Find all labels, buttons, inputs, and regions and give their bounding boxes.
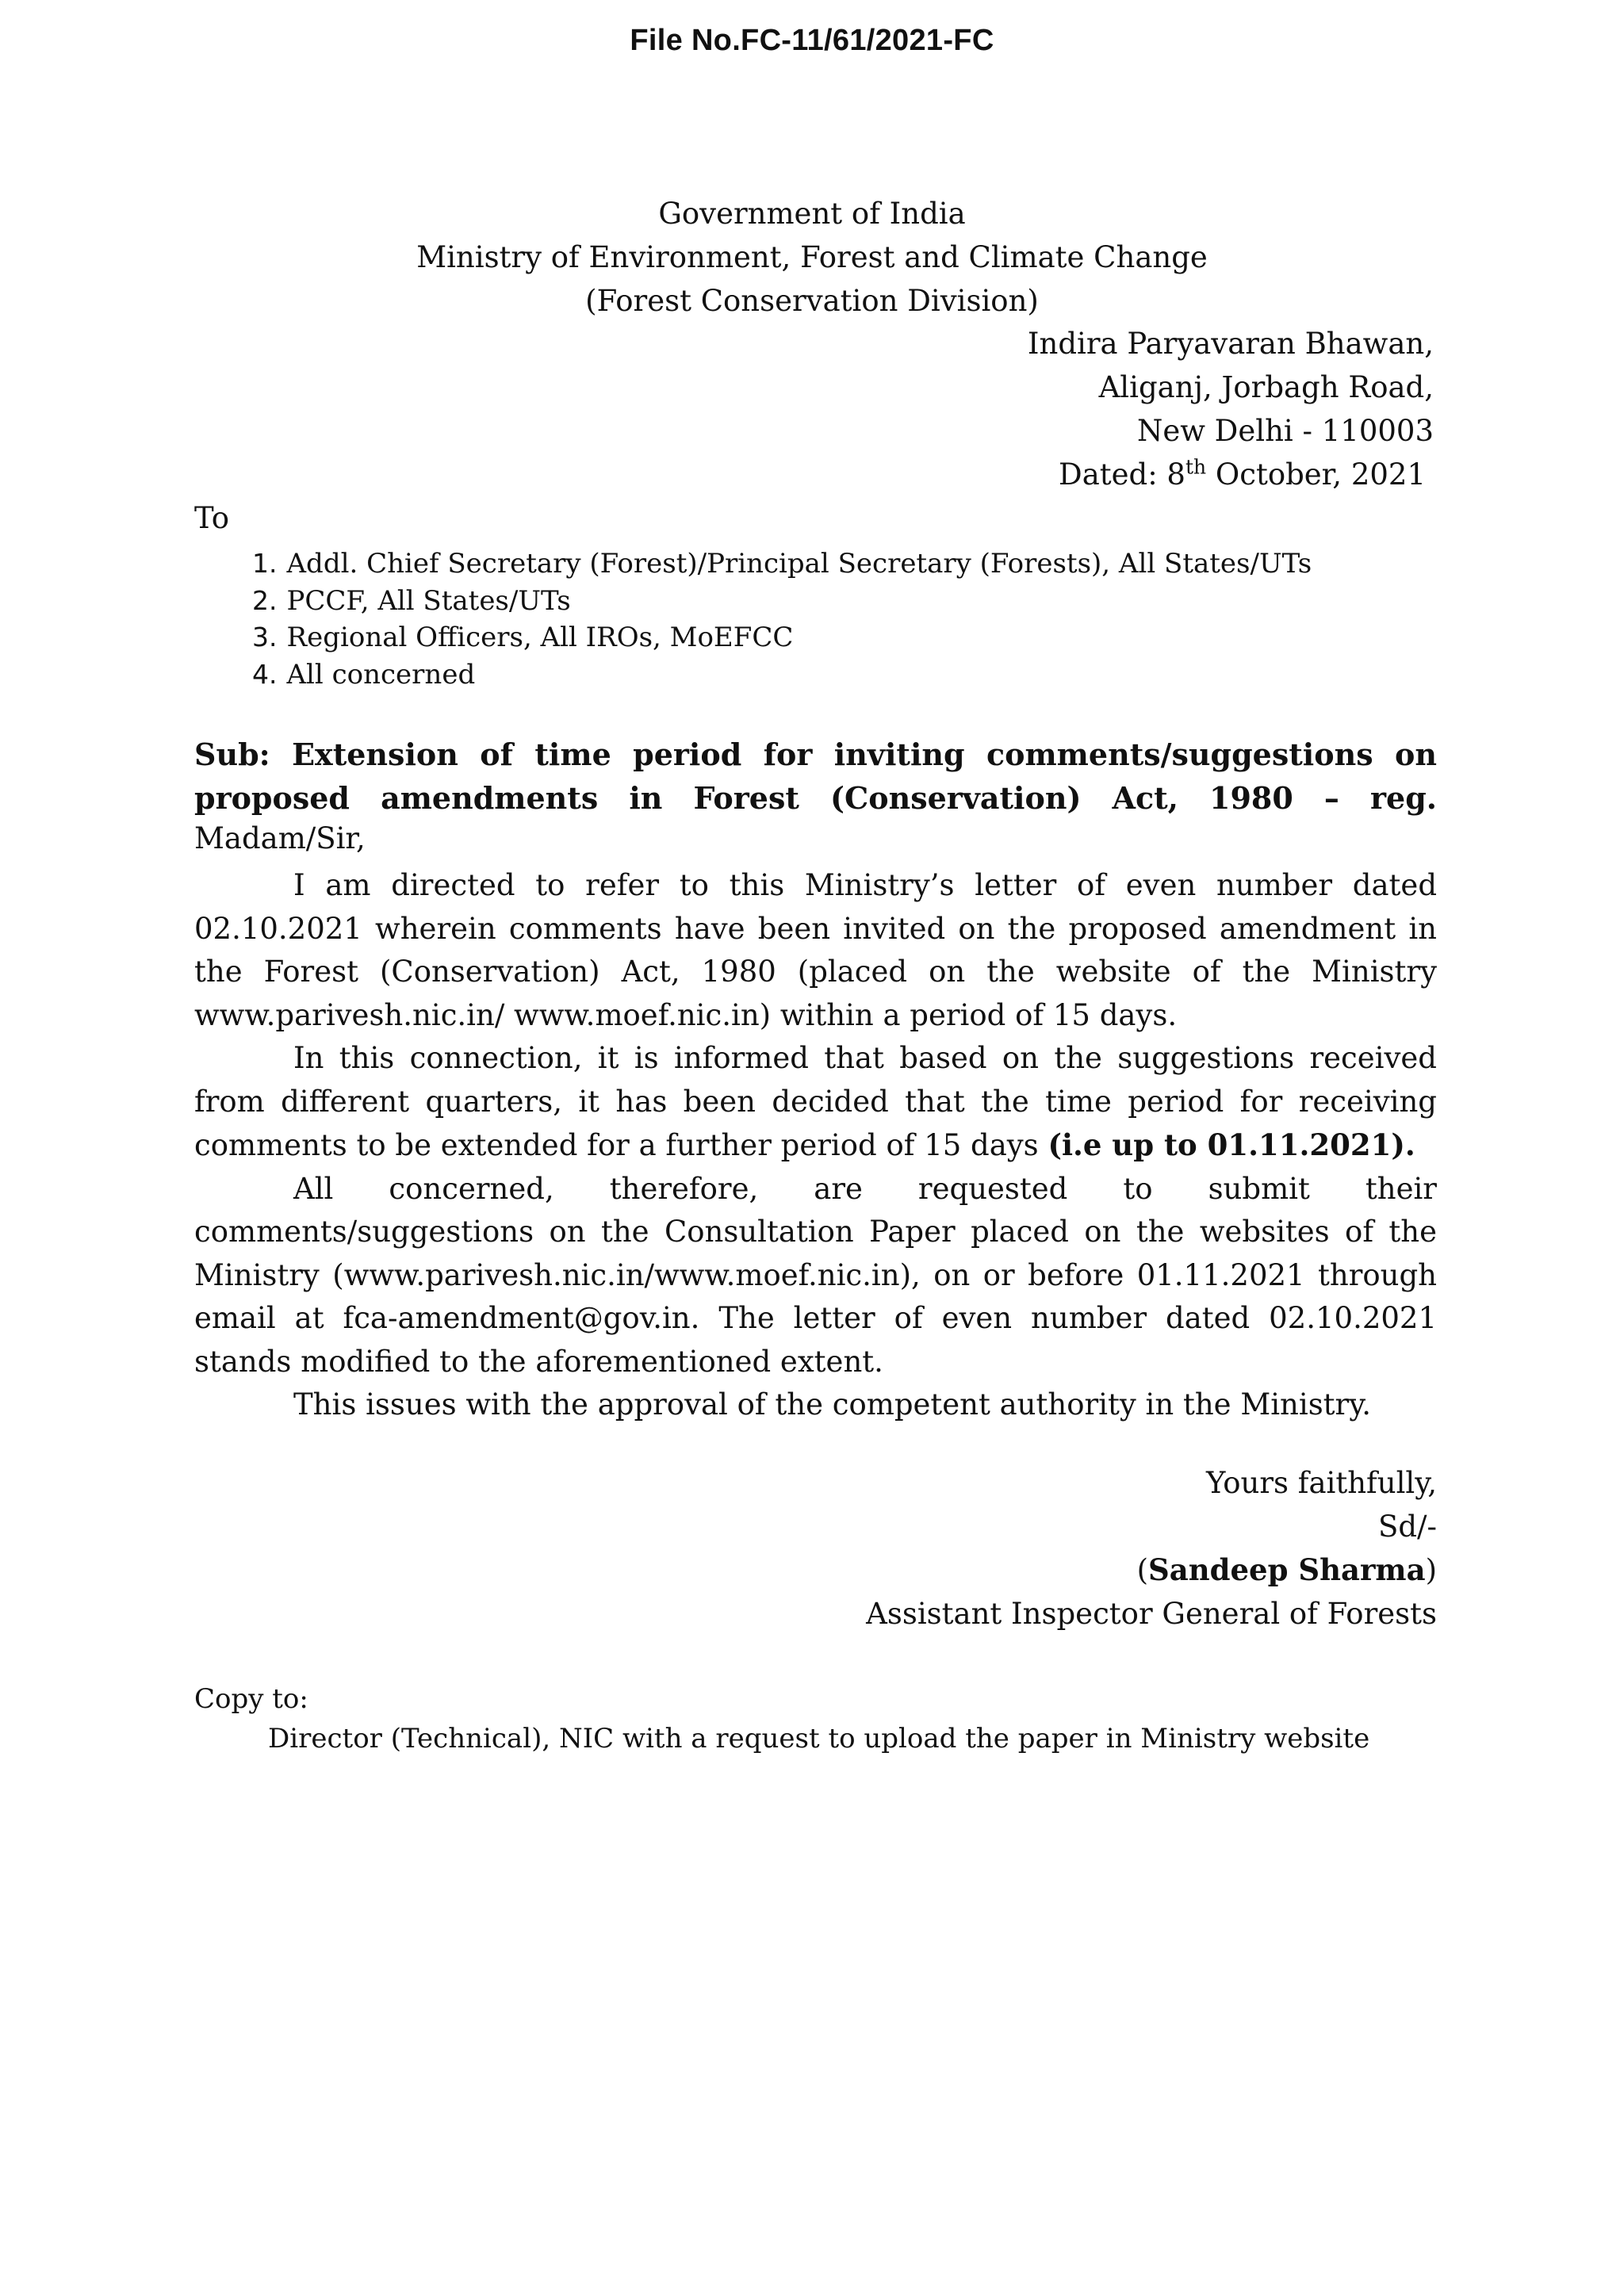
list-text: PCCF, All States/UTs xyxy=(286,584,571,617)
list-number: 4. xyxy=(252,658,278,690)
paragraph-3: All concerned, therefore, are requested to submit their comments/suggestions on the Consultation Paper placed on the websites of the Ministry (www.parivesh.nic.in/www.moef.nic.in), on or before 01.11.2021 through email at fca-amendment@gov.in. The letter of even number dated 02.10.2021 stands modified to the aforementioned extent. xyxy=(194,1171,1437,1379)
list-item xyxy=(252,656,1312,694)
date-prefix: Dated: 8 xyxy=(1059,457,1185,492)
paren-open: ( xyxy=(1136,1553,1149,1587)
to-label: To xyxy=(194,501,230,535)
list-item xyxy=(252,583,1312,620)
address-line-3: New Delhi - 110003 xyxy=(1136,414,1434,448)
signatory-name xyxy=(866,1548,1437,1593)
signed-mark: Sd/- xyxy=(1378,1509,1437,1544)
list-number: 2. xyxy=(252,584,278,616)
list-item xyxy=(252,619,1312,656)
signatory-name-text: Sandeep Sharma xyxy=(1148,1552,1426,1587)
signatory-designation: Assistant Inspector General of Forests xyxy=(866,1596,1437,1631)
copy-to-label: Copy to: xyxy=(194,1683,308,1715)
date-suffix: October, 2021 xyxy=(1206,457,1426,492)
recipient-list xyxy=(252,545,1312,693)
list-text: All concerned xyxy=(286,658,476,691)
letter-body xyxy=(194,864,1437,1427)
address-line-1: Indira Paryavaran Bhawan, xyxy=(1027,327,1434,361)
letterhead-line-3: (Forest Conservation Division) xyxy=(585,284,1039,318)
copy-to-recipient: Director (Technical), NIC with a request to upload the paper in Ministry website xyxy=(268,1723,1370,1755)
paragraph-1: I am directed to refer to this Ministry’s letter of even number dated 02.10.2021 wherein comments have been invited on the proposed amendment in the Forest (Conservation) Act, 1980 (placed on the website of the Ministry www.parivesh.nic.in/ www.moef.nic.in) within a period of 15 days. xyxy=(194,868,1437,1032)
copy-to-section xyxy=(194,1679,1369,1758)
letterhead-line-2: Ministry of Environment, Forest and Climate Change xyxy=(416,240,1208,274)
list-number: 3. xyxy=(252,622,278,652)
signature-block xyxy=(866,1462,1437,1636)
subject-line: Sub: Extension of time period for inviting comments/suggestions on proposed amendments in Forest (Conservation) Act, 1980 – reg. xyxy=(194,737,1437,816)
date-ordinal: th xyxy=(1185,455,1207,479)
paragraph-2-text: In this connection, it is informed that based on the suggestions received from different quarters, it has been decided that the time period for receiving comments to be extended for a further period of 15 days xyxy=(194,1041,1437,1162)
sender-address xyxy=(1028,322,1434,496)
list-number: 1. xyxy=(252,548,278,579)
salutation: Madam/Sir, xyxy=(194,821,366,855)
address-line-2: Aliganj, Jorbagh Road, xyxy=(1098,370,1434,404)
letterhead xyxy=(0,192,1624,323)
file-number: File No.FC-11/61/2021-FC xyxy=(630,24,994,57)
list-text: Regional Officers, All IROs, MoEFCC xyxy=(286,622,794,653)
paragraph-4: This issues with the approval of the competent authority in the Ministry. xyxy=(293,1387,1371,1422)
paragraph-2 xyxy=(194,1037,1437,1168)
letter-date xyxy=(1028,453,1426,496)
paragraph-2-deadline: (i.e up to 01.11.2021). xyxy=(1048,1127,1415,1162)
closing: Yours faithfully, xyxy=(1206,1466,1437,1500)
paren-close: ) xyxy=(1425,1553,1437,1587)
list-item xyxy=(252,545,1312,583)
list-text: Addl. Chief Secretary (Forest)/Principal Secretary (Forests), All States/UTs xyxy=(286,548,1312,580)
letterhead-line-1: Government of India xyxy=(658,197,966,231)
